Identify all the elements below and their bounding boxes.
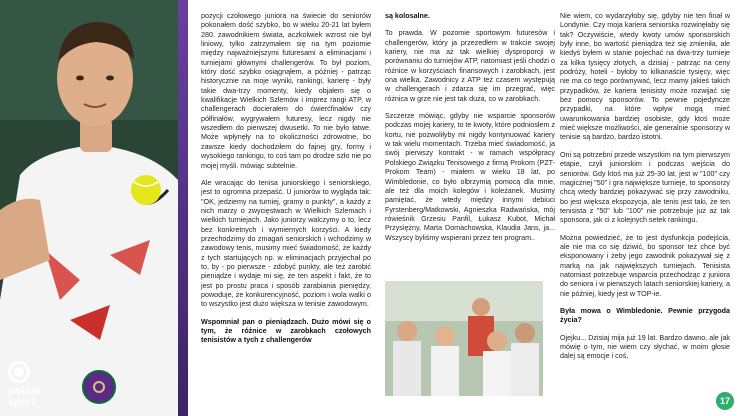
purple-accent-stripe [178,0,188,416]
polsat-sport-logo [8,361,40,408]
paragraph: Oni są potrzebni przede wszystkim na tym pierwszym etapie, czyli juniorskim i podczas wejścia do seniorów. Gdy ktoś ma już 25-30 lat, jest w "100" czy magicznej "50" i gra największe turnieje, to sponsorzy chcą wtedy bardziej pokazywać się przy zawodniku, bo jest większa ekspozycja, ale tenis jest taki, że ten tenisista z "50" lub "100" nie potrzebuje już aż tak sponsora, jak ci z kolejnych setek rankingu. [560,150,730,225]
text-column-2 [385,12,555,251]
paragraph: Można powiedzieć, że to jest dysfunkcja podejścia, ale nie ma co się dziwić, bo sponsor też chce być eksponowany i żeby jego zawodnik pokazywał się z marką na jak największych turniejach. Tenisista natomiast potrzebuje wsparcia przechodząc z juniora do seniora i w pierwszych latach seniorskiej kariery, a nie później, kiedy jest w TOP-ie. [560,233,730,298]
paragraph: Szczerze mówiąc, gdyby nie wsparcie sponsorów podczas mojej kariery, to te kwoty, które podniosłem z kortu, nie pozwoliłyby mi nigdy kontynuować kariery w tak wielu momentach. Trzeba mieć świadomość, ja swój pierwszy kontrakt - w ramach współpracy Polskiego Związku Tenisowego z firmą Prokom (PZT-Prokom Team) - miałem w wieku 18 lat, po Wimbledonie, co było olbrzymią pomocą dla mnie, ale też dla moich kolegów i koleżanek. Musimy pamiętać, że wtedy między innymi debiuci Fyrstenberg/Matkowski, Agnieszka Radwańska, mój rówieśnik Grzesiu Panfil, Łukasz Kubot, Michał Przysiężny, Marta Domachowska, Klaudia Jans, ja... Wszyscy byliśmy wspierani przez ten program.. [385,112,555,242]
polsat-logo-icon [8,361,30,383]
paragraph: To prawda. W pozomie sportowym futuresów i challengerów, który ja przezedłem w trakcie swojej kariery, nie ma aż tak wielkiej dysproporcji w porównaniu do turniejów ATP, natomiast jeśli chodzi o różnice w korzyściach finansowych i zarobkach, jest ona wielka. Zawodnicy z ATP też czasem występują w challengerach i zdarza się im przegrać, więc różnica w grze nie jest tak duża, co w zarobkach. [385,29,555,103]
text-column-3 [560,12,730,370]
interview-question-end: są kolosalne. [385,12,430,20]
logo-line2: sport [8,396,36,408]
interview-question: Wspomniał pan o pieniądzach. Dużo mówi się o tym, że różnice w zarobkach czołowych tenisistów a tych z challengerów [201,317,371,345]
page-number: 17 [716,392,734,410]
paragraph: Ojejku... Dzisiaj mija już 19 lat. Bardzo dawno, ale jak mówię o tym, nie wiem czy słychać, w moim głosie dalej są emocje i coś, [560,333,730,361]
paragraph: Nie wiem, co wydarzyłoby się, gdyby nie ten finał w Londynie. Czy moja kariera seniorska rozwinęłaby się tak? Oczywiście, wtedy kwoty umów sponsorskich były inne, bo wartość pieniądza też się zmieniła, ale kiedyś byłem w stanie pojechać na dwa-trzy turnieje za kilka tysięcy złotych, a dzisiaj - patrząc na ceny podróży, hoteli - byłoby to kilkanaście tysięcy, więc nie ma co tego porównywać, lecz mamy jakieś takich przypadków, że kariera tenisisty może rozwijać się bez pomocy sponsorów. To pewnie pojedyncze przypadki, na które wpływ mogą mieć uwarunkowania bardziej osobiste, gdy ktoś może mieć większe możliwości, ale generalnie sponsorzy w tenisie są bardzo, bardzo istotni. [560,12,730,142]
player-photo [0,0,188,416]
logo-line1: polsat [8,385,41,397]
paragraph: pozycji czołowego juniora na świecie do seniorów pokonałem dość szybko, bo w wieku 20-21 lat byłem 280. zawodnikiem świata, aczkolwiek wzrost nie był liniowy, tylko zatrzymałem się na tym poziomie między najważniejszymi futuresami a eliminacjami i turniejami głównymi challengerów. To był poziom, który dość szybko osiągnąłem, a później - patrząc historycznie na moje wyniki, rankingi, karierę - były takie dwa-trzy momenty, kiedy objałem się o kwalifikacje Wielkich Szlemów i imprez rangi ATP, w challengerach docierałem do ćwierćfinałów czy półfinałów, wygrywałem futuresy, lecz nigdy nie wszedłem do pierwszej dwusetki. To nie było łatwe. Może wpłynęły na to okoliczności zdrowotne, bo zawsze kiedy dochodziłem do fajnej gry, formy i wysokiego rankingu, to coś tam po drodze szło nie po mojej myśli. mówiąc subtelnie. [201,12,371,170]
paragraph: Ale wracając do tenisa juniorskiego i seniorskiego, jest to ogromna przepaść. U juniorów to wygląda tak: "OK, jedziemy na turniej, gramy o punkty", a każdy z nich marzy o zwycięstwach w Wielkich Szlemach i wielkich turniejach. Jako juniorzy walczymy o to, lecz bez konkretnych i wymiernych korzyści. A kiedy przechodzimy do zmagań seniorskich i wchodzimy w zawodowy tenis, musimy mieć świadomość, że każdy z tych startujących np. w eliminacjach przyjechał po to, by - po pierwsze - zdobyć punkty, ale też zarobić pieniądze i wydaje mi się, że ten aspekt i fakt, że to jest po prostu praca i sposób zarabiania pieniędzy, powoduje, że konkurencyjność, poziom i wola walki o to wszystko jest dużo większa w tenisie zawodowym. [201,178,371,309]
wimbledon-badge-icon [82,370,116,404]
text-column-1 [201,12,371,354]
team-photo-illustration [385,281,543,396]
tennis-player-illustration [0,0,188,416]
inset-team-photo [385,281,543,396]
interview-question: Była mowa o Wimbledonie. Pewnie przygoda życia? [560,306,730,325]
